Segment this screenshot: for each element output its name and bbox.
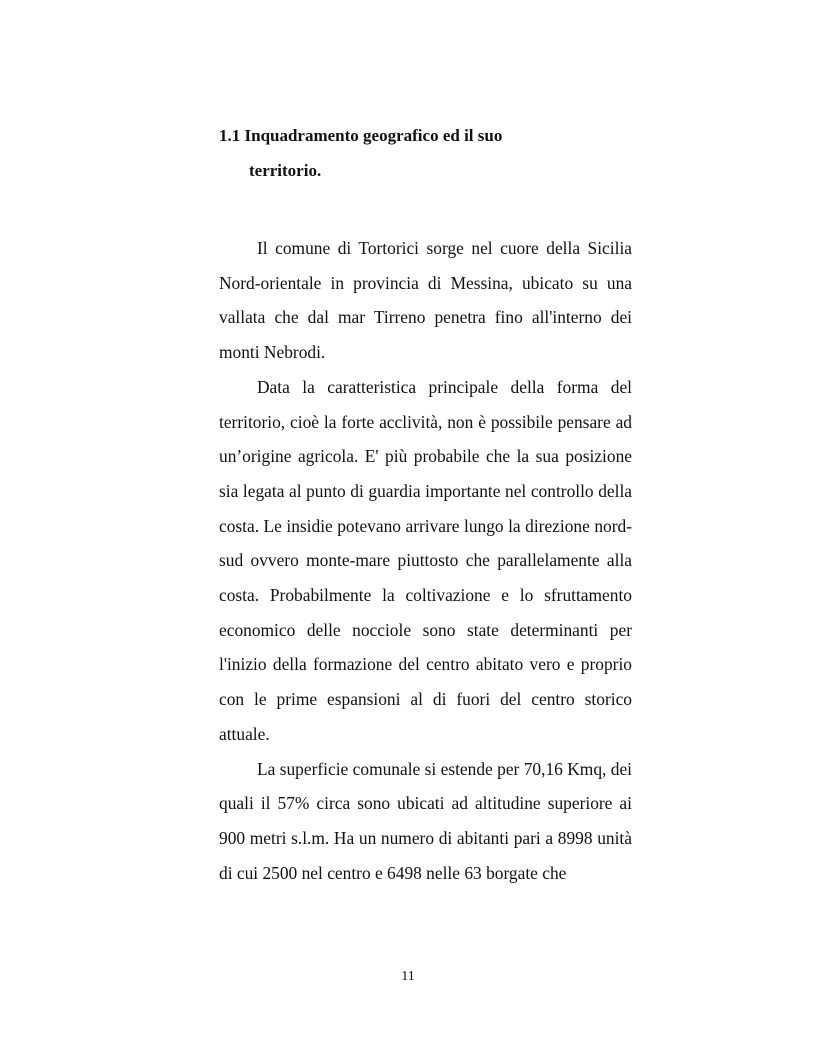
- paragraph-origin: Data la caratteristica principale della forma del territorio, cioè la forte acclività, non è possibile pensare ad un’origine agricola. E' più probabile che la sua posizione sia legata al punto di guardia importante nel controllo della costa. Le insidie potevano arrivare lungo la direzione nord-sud ovvero monte-mare piuttosto che parallelamente alla costa. Probabilmente la coltivazione e lo sfruttamento economico delle nocciole sono state determinanti per l'inizio della formazione del centro abitato vero e proprio con le prime espansioni al di fuori del centro storico attuale.: [219, 376, 632, 744]
- paragraph-surface: La superficie comunale si estende per 70,16 Kmq, dei quali il 57% circa sono ubicati ad altitudine superiore ai 900 metri s.l.m. Ha un numero di abitanti pari a 8998 unità di cui 2500 nel centro e 6498 nelle 63 borgate che: [219, 758, 632, 883]
- paragraph-location: Il comune di Tortorici sorge nel cuore della Sicilia Nord-orientale in provincia di Messina, ubicato su una vallata che dal mar Tirreno penetra fino all'interno dei monti Nebrodi.: [219, 238, 632, 363]
- page-number: 11: [401, 969, 415, 984]
- section-heading-continuation: territorio.: [249, 161, 322, 180]
- section-heading: 1.1 Inquadramento geografico ed il suo: [219, 126, 503, 145]
- body-text: [219, 231, 632, 890]
